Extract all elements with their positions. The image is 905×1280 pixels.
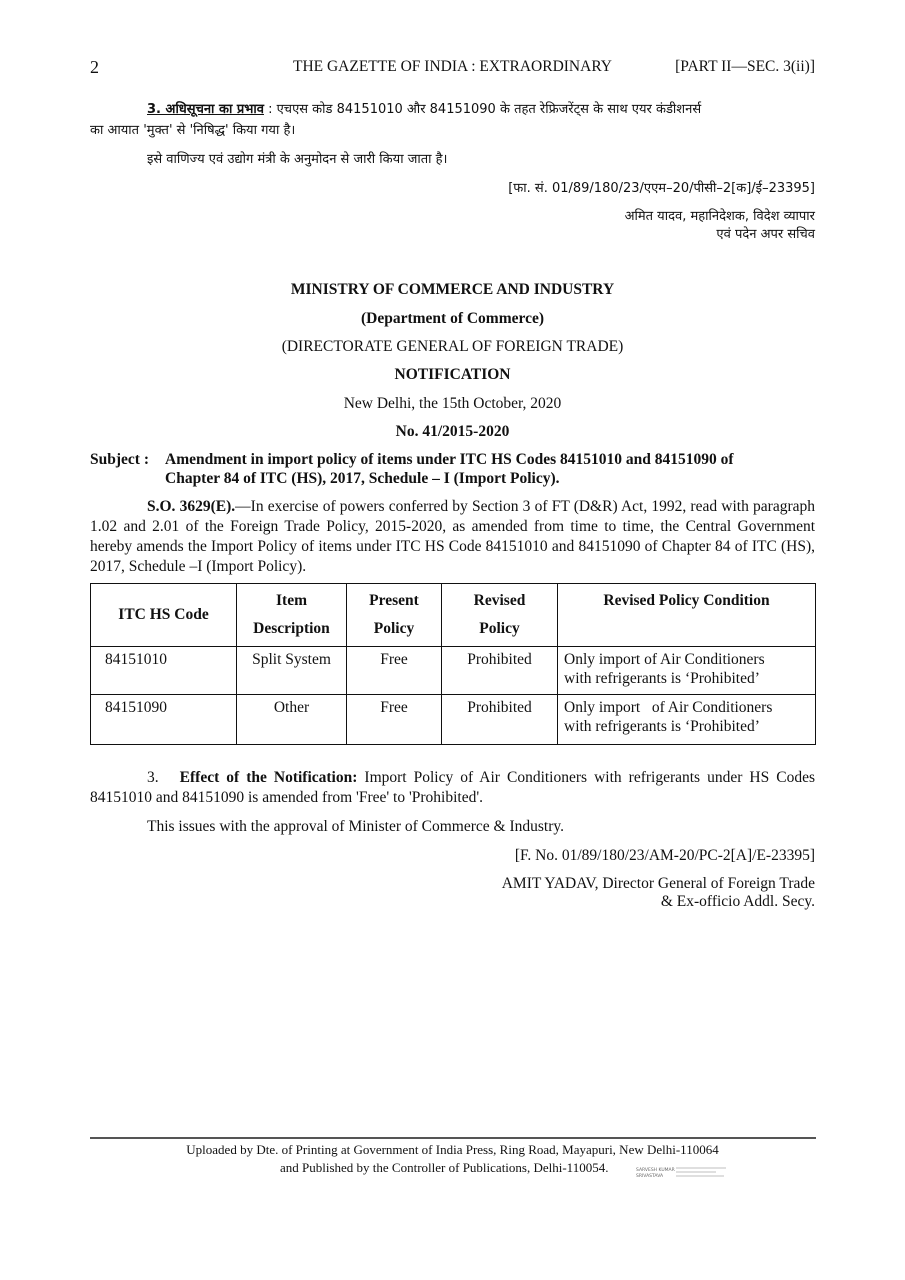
- condition-line: Only import of Air Conditioners: [564, 651, 765, 668]
- header-revised-condition: Revised Policy Condition: [558, 584, 816, 647]
- effect-paragraph: [90, 768, 815, 808]
- cell-description: Split System: [237, 647, 347, 695]
- hindi-approval: इसे वाणिज्य एवं उद्योग मंत्री के अनुमोदन से जारी किया जाता है।: [147, 152, 448, 167]
- subject-line-2: Chapter 84 of ITC (HS), 2017, Schedule – I (Import Policy).: [165, 470, 560, 487]
- hindi-para3-label: 3. अधिसूचना का प्रभाव: [147, 102, 264, 117]
- table-row: [91, 647, 816, 695]
- table-row: [91, 695, 816, 745]
- notification-number: No. 41/2015-2020: [395, 423, 510, 440]
- header-text: Policy: [479, 620, 520, 637]
- hindi-signatory-2: एवं पदेन अपर सचिव: [716, 227, 815, 242]
- effect-label: Effect of the Notification:: [179, 769, 358, 786]
- condition-line: with refrigerants is ‘Prohibited’: [564, 670, 760, 687]
- notification-heading: NOTIFICATION: [394, 366, 511, 383]
- cell-revised-policy: Prohibited: [442, 647, 558, 695]
- cell-revised-policy: Prohibited: [442, 695, 558, 745]
- hindi-para3: [147, 99, 701, 117]
- effect-number: 3.: [147, 769, 159, 786]
- place-date: New Delhi, the 15th October, 2020: [343, 395, 562, 412]
- department-heading: (Department of Commerce): [360, 310, 545, 327]
- subject-line-1: Amendment in import policy of items under ITC HS Codes 84151010 and 84151090 of: [165, 451, 734, 468]
- english-signatory-1: AMIT YADAV, Director General of Foreign Trade: [501, 875, 815, 892]
- header-text: Revised: [473, 592, 526, 609]
- svg-text:SRIVASTAVA: SRIVASTAVA: [636, 1174, 664, 1179]
- english-signatory-2: & Ex-officio Addl. Secy.: [660, 893, 815, 910]
- cell-hs-code: 84151090: [91, 695, 237, 745]
- ministry-heading: MINISTRY OF COMMERCE AND INDUSTRY: [290, 281, 615, 298]
- so-paragraph: [90, 497, 815, 577]
- footer-line-2: and Published by the Controller of Publications, Delhi-110054.: [280, 1160, 609, 1175]
- hindi-signatory-1: अमित यादव, महानिदेशक, विदेश व्यापार: [624, 209, 815, 224]
- so-text: —In exercise of powers conferred by Section 3 of FT (D&R) Act, 1992, read with paragraph 1.02 and 2.01 of the Foreign Trade Policy, 2015-2020, as amended from time to time, the Central Government hereby amends the Import Policy of items under ITC HS Code 84151010 and 84151090 of Chapter 84 of ITC (HS), 2017, Schedule –I (Import Policy).: [90, 498, 815, 575]
- header-itc-hs-code: ITC HS Code: [91, 584, 237, 647]
- footer-divider: [90, 1137, 816, 1139]
- digital-signature-stamp: [636, 1165, 731, 1179]
- cell-hs-code: 84151010: [91, 647, 237, 695]
- header-text: Item: [276, 592, 307, 609]
- hindi-para3-text: : एचएस कोड 84151010 और 84151090 के तहत रेफ्रिजरेंट्स के साथ एयर कंडीशनर्स: [268, 102, 702, 117]
- header-present-policy: [347, 584, 442, 647]
- directorate-heading: (DIRECTORATE GENERAL OF FOREIGN TRADE): [281, 338, 624, 355]
- effect-text: Import Policy of Air Conditioners with refrigerants under HS Codes 84151010 and 84151090 is amended from 'Free' to 'Prohibited'.: [90, 769, 815, 806]
- header-text: Description: [253, 620, 330, 637]
- cell-condition: [558, 695, 816, 745]
- policy-table: [90, 583, 816, 745]
- header-text: Policy: [373, 620, 415, 637]
- header-revised-policy: [442, 584, 558, 647]
- cell-present-policy: Free: [347, 695, 442, 745]
- gazette-title: THE GAZETTE OF INDIA : EXTRAORDINARY: [292, 58, 612, 75]
- cell-description: Other: [237, 695, 347, 745]
- svg-text:SARVESH KUMAR: SARVESH KUMAR: [636, 1168, 675, 1173]
- condition-line: Only import of Air Conditioners: [564, 699, 773, 716]
- subject-label: Subject :: [90, 451, 149, 468]
- hindi-para3-text-2: का आयात 'मुक्त' से 'निषिद्ध' किया गया है।: [90, 123, 296, 138]
- hindi-file-no: [फा. सं. 01/89/180/23/एएम–20/पीसी–2[क]/ई–23395]: [508, 181, 815, 196]
- table-header-row: [91, 584, 816, 647]
- so-label: S.O. 3629(E).: [147, 498, 236, 515]
- part-section: [PART II—SEC. 3(ii)]: [675, 58, 815, 75]
- header-item-description: [237, 584, 347, 647]
- cell-condition: [558, 647, 816, 695]
- signature-stamp-graphic: [636, 1165, 731, 1179]
- header-text: Present: [369, 592, 419, 609]
- footer-line-1: Uploaded by Dte. of Printing at Government of India Press, Ring Road, Mayapuri, New Delhi-110064: [186, 1142, 719, 1157]
- english-approval: This issues with the approval of Minister of Commerce & Industry.: [147, 818, 564, 835]
- cell-present-policy: Free: [347, 647, 442, 695]
- condition-line: with refrigerants is ‘Prohibited’: [564, 718, 760, 735]
- page-number: 2: [90, 57, 99, 77]
- english-file-no: [F. No. 01/89/180/23/AM-20/PC-2[A]/E-23395]: [514, 847, 815, 864]
